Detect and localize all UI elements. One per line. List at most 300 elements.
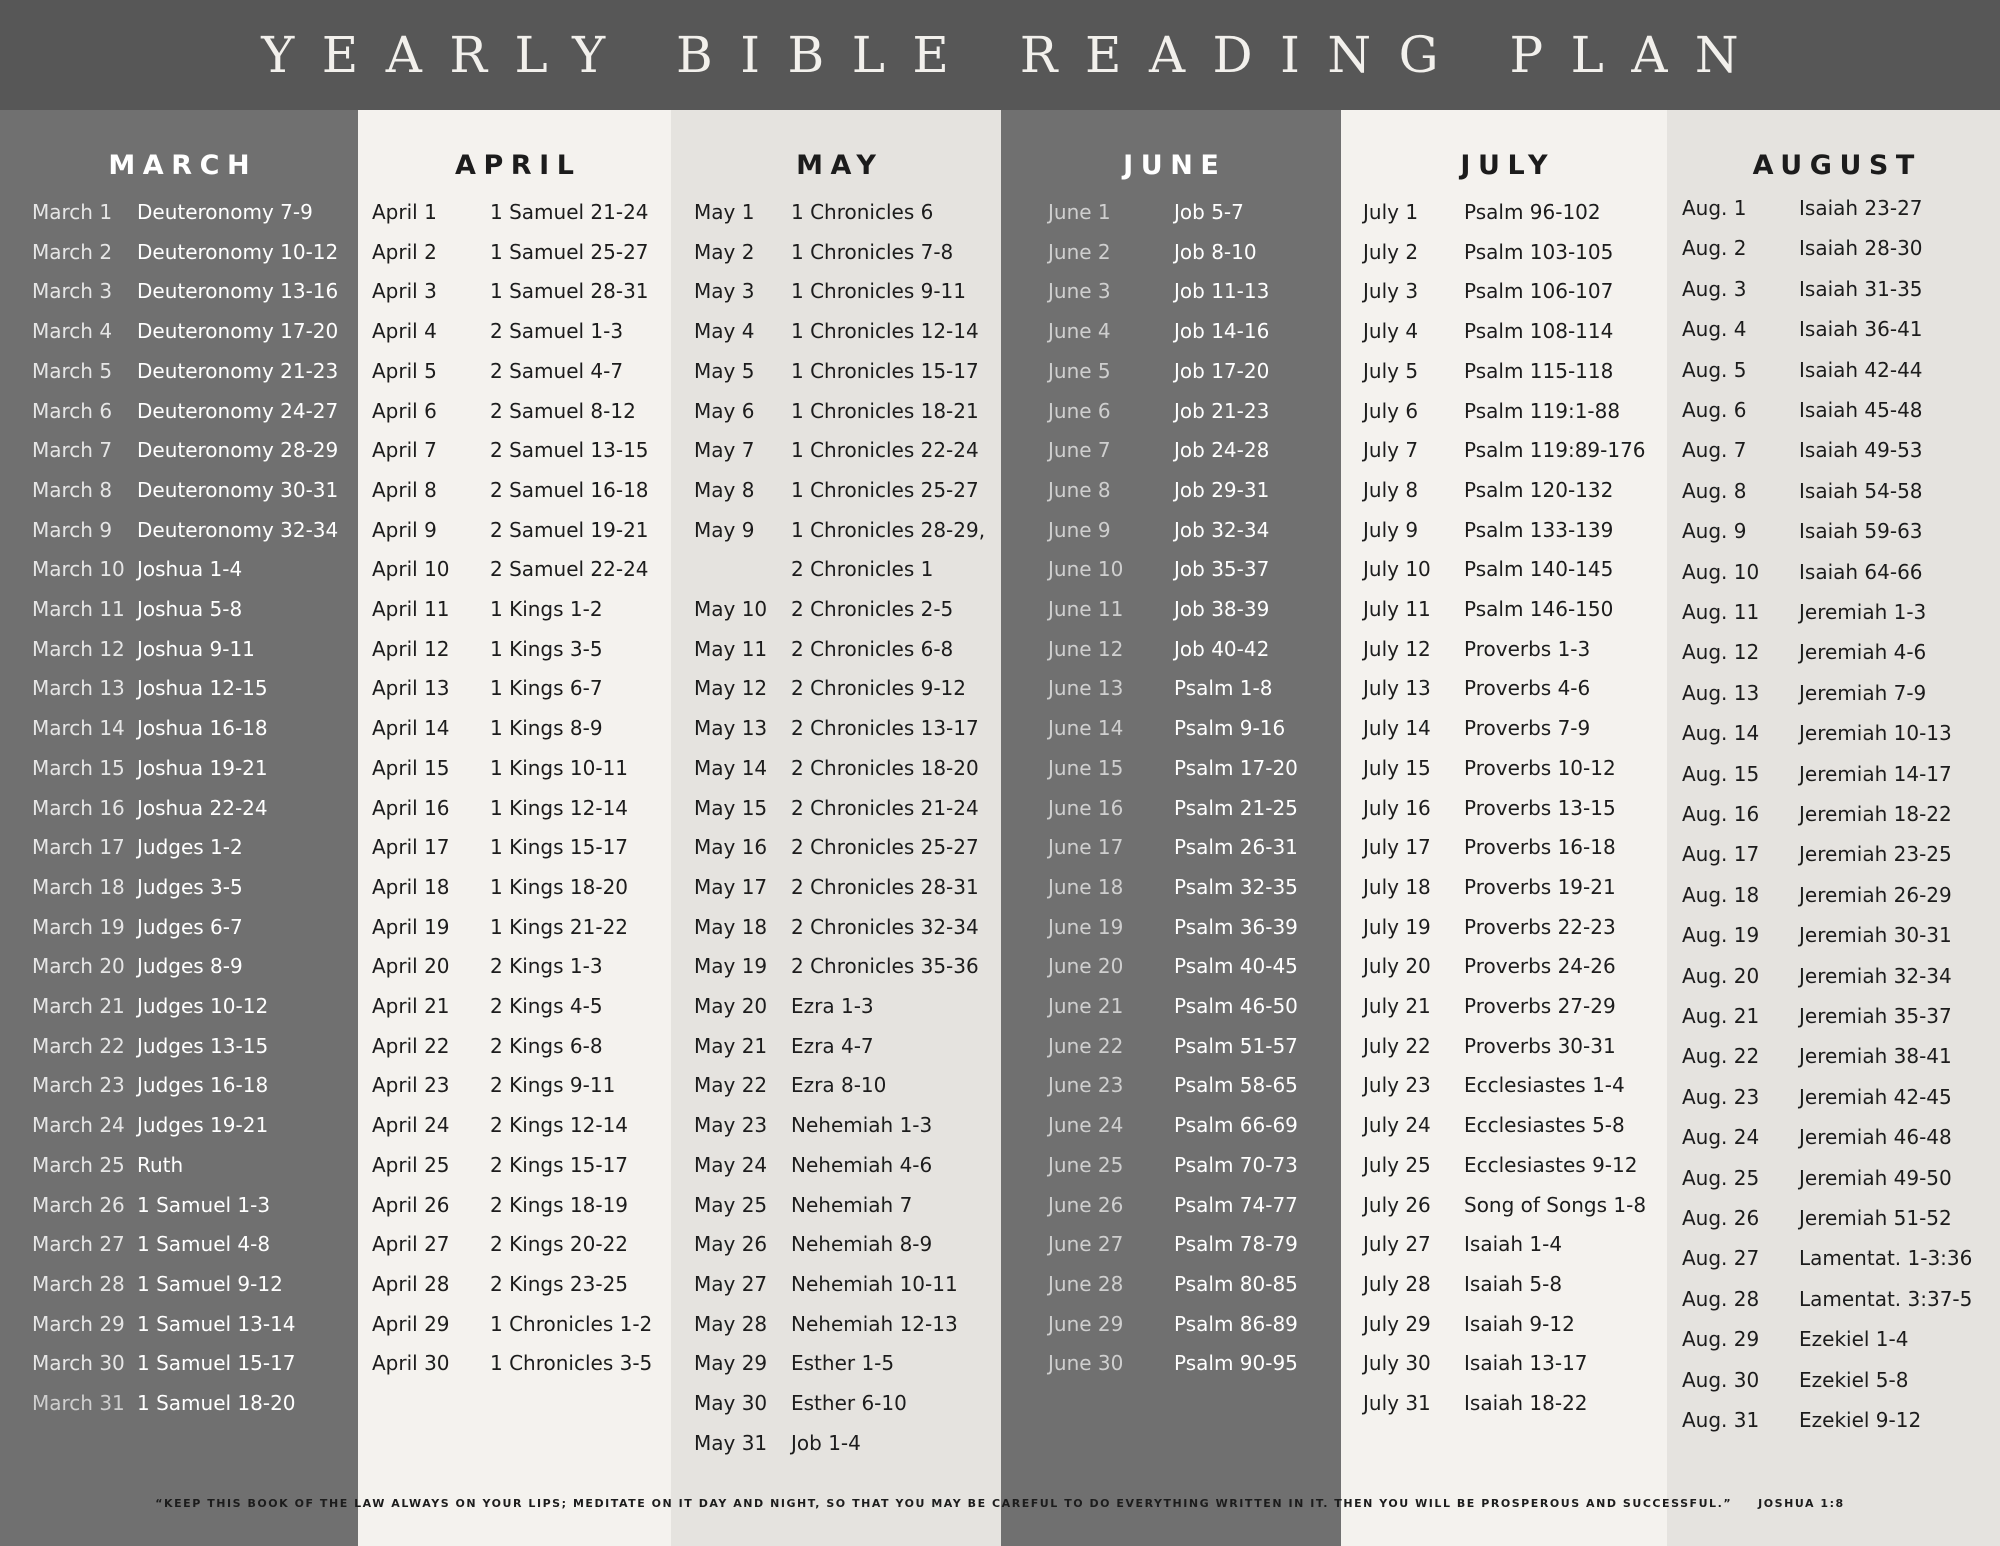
reading-date: April 11 — [372, 597, 450, 621]
reading-row — [671, 1193, 1001, 1227]
reading-date: June 26 — [1048, 1192, 1124, 1217]
reading-date: March 6 — [32, 398, 113, 423]
reading-row — [0, 319, 358, 353]
reading-date: July 1 — [1363, 200, 1419, 224]
reading-passage: 1 Kings 1-2 — [490, 597, 603, 621]
reading-passage: Job 38-39 — [1174, 597, 1270, 621]
reading-date: April 23 — [372, 1073, 450, 1098]
reading-row — [1667, 1044, 2000, 1078]
reading-passage: Psalm 9-16 — [1174, 716, 1286, 741]
reading-passage: Nehemiah 10-11 — [791, 1271, 958, 1296]
reading-date: Aug. 30 — [1682, 1367, 1760, 1392]
reading-row — [1001, 875, 1341, 909]
reading-row — [671, 676, 1001, 710]
reading-row — [1667, 1287, 2000, 1321]
reading-row — [671, 319, 1001, 353]
reading-passage: Joshua 12-15 — [137, 676, 268, 701]
reading-date: Aug. 10 — [1682, 559, 1760, 584]
reading-date: Aug. 22 — [1682, 1044, 1760, 1069]
reading-row — [1001, 1153, 1341, 1187]
reading-passage: Nehemiah 12-13 — [791, 1311, 958, 1336]
reading-row — [358, 676, 671, 710]
reading-date: April 9 — [372, 517, 437, 542]
reading-row — [671, 875, 1001, 909]
reading-date: May 7 — [694, 438, 755, 463]
reading-row — [1001, 557, 1341, 591]
reading-passage: Judges 19-21 — [137, 1113, 269, 1138]
reading-passage: Isaiah 49-53 — [1799, 438, 1923, 463]
reading-row — [1667, 398, 2000, 432]
reading-date: May 8 — [694, 477, 755, 502]
reading-date: June 19 — [1048, 914, 1124, 939]
reading-passage: 2 Kings 12-14 — [490, 1113, 629, 1138]
reading-row — [358, 954, 671, 988]
month-column-august — [1667, 110, 2000, 1546]
reading-row — [1341, 1153, 1667, 1187]
reading-row — [671, 637, 1001, 671]
reading-passage: Jeremiah 30-31 — [1799, 923, 1952, 948]
reading-passage: Isaiah 18-22 — [1464, 1391, 1588, 1415]
reading-row — [1001, 200, 1341, 234]
month-column-march — [0, 110, 358, 1546]
reading-date: Aug. 20 — [1682, 963, 1760, 988]
reading-date: Aug. 23 — [1682, 1084, 1760, 1109]
reading-row — [1001, 279, 1341, 313]
reading-passage: Isaiah 31-35 — [1799, 276, 1923, 301]
reading-row — [1001, 240, 1341, 274]
reading-date: April 19 — [372, 914, 450, 939]
reading-passage: 1 Kings 12-14 — [490, 795, 629, 820]
reading-passage: Proverbs 4-6 — [1464, 676, 1591, 701]
reading-passage: Nehemiah 4-6 — [791, 1152, 933, 1177]
reading-date: April 6 — [372, 398, 437, 423]
reading-row — [358, 200, 671, 234]
reading-row — [1001, 954, 1341, 988]
reading-date: July 17 — [1363, 835, 1431, 860]
reading-passage: 2 Chronicles 32-34 — [791, 914, 979, 939]
reading-date: May 22 — [694, 1073, 768, 1098]
reading-row — [1341, 676, 1667, 710]
reading-date: March 4 — [32, 319, 113, 344]
reading-passage: Deuteronomy 21-23 — [137, 358, 339, 383]
reading-date: May 31 — [694, 1430, 768, 1455]
reading-row — [1001, 1232, 1341, 1266]
reading-row — [1001, 1272, 1341, 1306]
reading-row — [358, 438, 671, 472]
reading-row — [1341, 756, 1667, 790]
reading-date: April 18 — [372, 874, 450, 899]
reading-passage: Jeremiah 38-41 — [1799, 1044, 1952, 1069]
reading-row — [671, 1153, 1001, 1187]
reading-row — [671, 200, 1001, 234]
footer-quote — [0, 1497, 2000, 1510]
reading-date: April 22 — [372, 1033, 450, 1058]
reading-row — [1001, 716, 1341, 750]
reading-row — [358, 756, 671, 790]
reading-row — [0, 637, 358, 671]
reading-row — [0, 359, 358, 393]
reading-row — [671, 1391, 1001, 1425]
reading-row — [1667, 236, 2000, 270]
reading-row — [671, 1351, 1001, 1385]
reading-date: July 8 — [1363, 477, 1419, 502]
reading-row — [671, 478, 1001, 512]
reading-date: May 25 — [694, 1192, 768, 1217]
reading-date: Aug. 2 — [1682, 236, 1747, 261]
reading-passage: 2 Kings 6-8 — [490, 1033, 603, 1058]
reading-date: March 8 — [32, 477, 113, 502]
reading-row — [671, 557, 1001, 591]
reading-passage: Proverbs 10-12 — [1464, 755, 1616, 780]
reading-date: April 15 — [372, 755, 450, 780]
reading-passage: 1 Samuel 18-20 — [137, 1391, 296, 1415]
reading-date: March 1 — [32, 200, 113, 224]
reading-date: Aug. 19 — [1682, 923, 1760, 948]
reading-row — [1341, 557, 1667, 591]
reading-row — [358, 518, 671, 552]
reading-passage: Jeremiah 51-52 — [1799, 1206, 1952, 1230]
reading-date: July 6 — [1363, 398, 1419, 423]
reading-date: March 30 — [32, 1351, 125, 1376]
reading-row — [358, 1113, 671, 1147]
reading-passage: Psalm 146-150 — [1464, 597, 1614, 621]
reading-passage: Job 40-42 — [1174, 636, 1270, 661]
reading-date: Aug. 26 — [1682, 1206, 1760, 1230]
reading-date: Aug. 4 — [1682, 317, 1747, 342]
reading-date: March 2 — [32, 239, 113, 264]
month-title: MARCH — [108, 150, 258, 181]
reading-date: Aug. 25 — [1682, 1165, 1760, 1190]
reading-row — [1667, 1206, 2000, 1240]
reading-passage: Proverbs 1-3 — [1464, 636, 1591, 661]
reading-passage: Jeremiah 18-22 — [1799, 802, 1952, 826]
reading-date: July 19 — [1363, 914, 1431, 939]
reading-row — [1667, 1125, 2000, 1159]
reading-passage: Job 35-37 — [1174, 557, 1270, 582]
reading-passage: Psalm 21-25 — [1174, 795, 1298, 820]
reading-date: May 5 — [694, 358, 755, 383]
reading-passage: 1 Samuel 9-12 — [137, 1271, 283, 1296]
reading-date: July 16 — [1363, 795, 1431, 820]
reading-passage: 2 Samuel 1-3 — [490, 319, 624, 344]
reading-date: March 13 — [32, 676, 125, 701]
reading-date: July 2 — [1363, 239, 1419, 264]
reading-date: June 5 — [1048, 358, 1111, 383]
reading-row — [0, 557, 358, 591]
reading-date: June 29 — [1048, 1311, 1124, 1336]
reading-passage: Judges 10-12 — [137, 994, 269, 1018]
reading-row — [1341, 478, 1667, 512]
reading-date: July 20 — [1363, 954, 1431, 979]
reading-date: April 14 — [372, 716, 450, 741]
reading-date: April 21 — [372, 994, 450, 1018]
reading-passage: Joshua 1-4 — [137, 557, 243, 582]
reading-passage: 1 Chronicles 6 — [791, 200, 934, 224]
reading-row — [1341, 1034, 1667, 1068]
reading-passage: Jeremiah 10-13 — [1799, 721, 1952, 746]
reading-passage: Isaiah 13-17 — [1464, 1351, 1588, 1376]
reading-date: April 4 — [372, 319, 437, 344]
reading-row — [1001, 994, 1341, 1028]
reading-date: May 19 — [694, 954, 768, 979]
reading-date: March 24 — [32, 1113, 125, 1138]
reading-row — [1341, 637, 1667, 671]
reading-passage: Job 21-23 — [1174, 398, 1270, 423]
reading-passage: 2 Chronicles 28-31 — [791, 874, 979, 899]
reading-row — [358, 597, 671, 631]
reading-passage: 2 Kings 15-17 — [490, 1152, 629, 1177]
reading-row — [1001, 1351, 1341, 1385]
reading-passage: Isaiah 64-66 — [1799, 559, 1923, 584]
reading-row — [1341, 1272, 1667, 1306]
reading-passage: Isaiah 42-44 — [1799, 357, 1923, 382]
reading-date: June 17 — [1048, 835, 1124, 860]
reading-row — [1667, 1004, 2000, 1038]
reading-date: July 27 — [1363, 1232, 1431, 1257]
reading-passage: 2 Kings 9-11 — [490, 1073, 616, 1098]
reading-row — [0, 279, 358, 313]
reading-row — [1667, 923, 2000, 957]
reading-passage: 1 Kings 21-22 — [490, 914, 629, 939]
reading-passage: Joshua 16-18 — [137, 716, 268, 741]
reading-date: Aug. 6 — [1682, 398, 1747, 422]
quote-reference: JOSHUA 1:8 — [1758, 1497, 1845, 1510]
reading-passage: Job 1-4 — [791, 1430, 861, 1455]
reading-row — [1001, 518, 1341, 552]
reading-row — [671, 279, 1001, 313]
reading-row — [1341, 835, 1667, 869]
reading-passage: 2 Samuel 8-12 — [490, 398, 636, 423]
reading-passage: Judges 13-15 — [137, 1033, 269, 1058]
reading-date: June 11 — [1048, 597, 1124, 621]
reading-date: March 11 — [32, 597, 125, 621]
reading-date: June 13 — [1048, 676, 1124, 701]
reading-row — [1341, 1232, 1667, 1266]
reading-date: April 13 — [372, 676, 450, 701]
reading-passage: Psalm 119:1-88 — [1464, 398, 1621, 423]
reading-date: Aug. 21 — [1682, 1004, 1760, 1028]
reading-date: Aug. 1 — [1682, 196, 1747, 220]
reading-passage: 1 Chronicles 1-2 — [490, 1311, 653, 1336]
reading-row — [1341, 1391, 1667, 1425]
reading-row — [671, 1272, 1001, 1306]
reading-passage: Judges 3-5 — [137, 874, 243, 899]
reading-row — [1667, 842, 2000, 876]
reading-passage: Jeremiah 4-6 — [1799, 640, 1927, 665]
reading-row — [0, 1113, 358, 1147]
reading-date: July 13 — [1363, 676, 1431, 701]
reading-passage: Psalm 1-8 — [1174, 676, 1273, 701]
reading-passage: Deuteronomy 17-20 — [137, 319, 339, 344]
reading-row — [358, 1193, 671, 1227]
reading-date: July 3 — [1363, 279, 1419, 304]
reading-row — [1341, 279, 1667, 313]
reading-date: June 23 — [1048, 1073, 1124, 1098]
reading-passage: Joshua 5-8 — [137, 597, 243, 621]
reading-passage: Psalm 103-105 — [1464, 239, 1614, 264]
reading-passage: Ecclesiastes 9-12 — [1464, 1152, 1638, 1177]
reading-passage: Ezekiel 1-4 — [1799, 1327, 1909, 1352]
reading-date: March 23 — [32, 1073, 125, 1098]
reading-passage: Psalm 40-45 — [1174, 954, 1298, 979]
reading-row — [1667, 681, 2000, 715]
reading-date: March 29 — [32, 1311, 125, 1336]
reading-passage: Ezekiel 9-12 — [1799, 1408, 1922, 1432]
reading-passage: Psalm 120-132 — [1464, 477, 1614, 502]
reading-passage: Psalm 80-85 — [1174, 1271, 1298, 1296]
reading-date: Aug. 3 — [1682, 276, 1747, 301]
reading-row — [1667, 438, 2000, 472]
reading-passage: Isaiah 23-27 — [1799, 196, 1923, 220]
reading-row — [0, 1391, 358, 1425]
reading-row — [0, 835, 358, 869]
reading-date: May 21 — [694, 1033, 768, 1058]
reading-passage: Jeremiah 7-9 — [1799, 680, 1927, 705]
reading-date: May 4 — [694, 319, 755, 344]
reading-row — [1341, 1113, 1667, 1147]
reading-passage: Deuteronomy 13-16 — [137, 279, 339, 304]
reading-date: June 25 — [1048, 1152, 1124, 1177]
reading-date: April 20 — [372, 954, 450, 979]
reading-passage: 1 Chronicles 3-5 — [490, 1351, 653, 1376]
reading-passage: 1 Chronicles 15-17 — [791, 358, 979, 383]
reading-passage: Psalm 51-57 — [1174, 1033, 1298, 1058]
reading-row — [0, 438, 358, 472]
reading-date: March 28 — [32, 1271, 125, 1296]
reading-row — [0, 1073, 358, 1107]
reading-date: Aug. 13 — [1682, 680, 1760, 705]
reading-date: April 16 — [372, 795, 450, 820]
reading-date: Aug. 8 — [1682, 478, 1747, 503]
reading-date: April 10 — [372, 557, 450, 582]
reading-date: March 10 — [32, 557, 125, 582]
reading-row — [1341, 518, 1667, 552]
reading-row — [358, 1272, 671, 1306]
reading-row — [1001, 637, 1341, 671]
reading-passage: Psalm 140-145 — [1464, 557, 1614, 582]
reading-row — [1667, 1327, 2000, 1361]
reading-date: May 12 — [694, 676, 768, 701]
reading-date: May 17 — [694, 874, 768, 899]
reading-passage: Job 14-16 — [1174, 319, 1270, 344]
reading-row — [0, 1272, 358, 1306]
reading-passage: Job 5-7 — [1174, 200, 1244, 224]
reading-passage: Jeremiah 1-3 — [1799, 600, 1927, 624]
month-column-april — [358, 110, 671, 1546]
reading-date: March 25 — [32, 1152, 125, 1177]
reading-row — [671, 240, 1001, 274]
reading-date: March 16 — [32, 795, 125, 820]
reading-passage: Psalm 90-95 — [1174, 1351, 1298, 1376]
reading-row — [1341, 200, 1667, 234]
reading-date: July 23 — [1363, 1073, 1431, 1098]
reading-date: April 1 — [372, 200, 437, 224]
reading-row — [671, 1073, 1001, 1107]
reading-row — [1667, 1368, 2000, 1402]
reading-passage: Jeremiah 32-34 — [1799, 963, 1952, 988]
reading-date: May 26 — [694, 1232, 768, 1257]
reading-date: June 2 — [1048, 239, 1111, 264]
reading-row — [358, 557, 671, 591]
reading-date: May 1 — [694, 200, 755, 224]
month-title: MAY — [796, 150, 884, 181]
reading-row — [1667, 600, 2000, 634]
reading-row — [1667, 1166, 2000, 1200]
reading-passage: Jeremiah 46-48 — [1799, 1125, 1952, 1150]
reading-row — [1341, 716, 1667, 750]
reading-row — [358, 1073, 671, 1107]
reading-date: March 12 — [32, 636, 125, 661]
reading-passage: Ecclesiastes 5-8 — [1464, 1113, 1625, 1138]
reading-row — [1341, 1073, 1667, 1107]
reading-passage: Jeremiah 35-37 — [1799, 1004, 1952, 1028]
reading-row — [1001, 438, 1341, 472]
reading-row — [671, 359, 1001, 393]
reading-date: Aug. 24 — [1682, 1125, 1760, 1150]
reading-date: June 16 — [1048, 795, 1124, 820]
reading-passage: Ecclesiastes 1-4 — [1464, 1073, 1625, 1098]
reading-passage: Esther 6-10 — [791, 1391, 907, 1415]
reading-date: Aug. 5 — [1682, 357, 1747, 382]
reading-row — [1001, 1073, 1341, 1107]
reading-date: April 3 — [372, 279, 437, 304]
reading-row — [671, 438, 1001, 472]
reading-row — [358, 279, 671, 313]
reading-row — [358, 319, 671, 353]
reading-row — [1341, 359, 1667, 393]
reading-passage: 2 Chronicles 2-5 — [791, 597, 954, 621]
reading-row — [0, 915, 358, 949]
reading-passage: Psalm 66-69 — [1174, 1113, 1298, 1138]
reading-row — [1667, 479, 2000, 513]
reading-date: March 3 — [32, 279, 113, 304]
reading-passage: Proverbs 27-29 — [1464, 994, 1616, 1018]
reading-passage: Joshua 22-24 — [137, 795, 268, 820]
reading-row — [358, 240, 671, 274]
reading-date: June 15 — [1048, 755, 1124, 780]
reading-row — [358, 1153, 671, 1187]
reading-row — [671, 597, 1001, 631]
reading-date: March 15 — [32, 755, 125, 780]
reading-passage: Job 8-10 — [1174, 239, 1257, 264]
reading-passage: 2 Kings 1-3 — [490, 954, 603, 979]
reading-row — [671, 1232, 1001, 1266]
reading-passage: Judges 1-2 — [137, 835, 243, 860]
reading-date: May 30 — [694, 1391, 768, 1415]
reading-date: June 21 — [1048, 994, 1124, 1018]
reading-row — [671, 835, 1001, 869]
reading-row — [1001, 1312, 1341, 1346]
reading-row — [1667, 1408, 2000, 1442]
reading-passage: 1 Kings 15-17 — [490, 835, 629, 860]
reading-date: July 21 — [1363, 994, 1431, 1018]
reading-passage: Psalm 36-39 — [1174, 914, 1298, 939]
reading-row — [1001, 597, 1341, 631]
reading-passage: Lamentat. 3:37-5 — [1799, 1286, 1973, 1311]
reading-date: June 6 — [1048, 398, 1111, 423]
reading-date: June 30 — [1048, 1351, 1124, 1376]
reading-passage: Isaiah 28-30 — [1799, 236, 1923, 261]
reading-row — [1341, 1193, 1667, 1227]
reading-passage: Song of Songs 1-8 — [1464, 1192, 1647, 1217]
reading-date: April 24 — [372, 1113, 450, 1138]
reading-date: May 27 — [694, 1271, 768, 1296]
reading-row — [671, 716, 1001, 750]
reading-date: June 22 — [1048, 1033, 1124, 1058]
reading-row — [0, 478, 358, 512]
reading-date: Aug. 7 — [1682, 438, 1747, 463]
reading-row — [358, 399, 671, 433]
